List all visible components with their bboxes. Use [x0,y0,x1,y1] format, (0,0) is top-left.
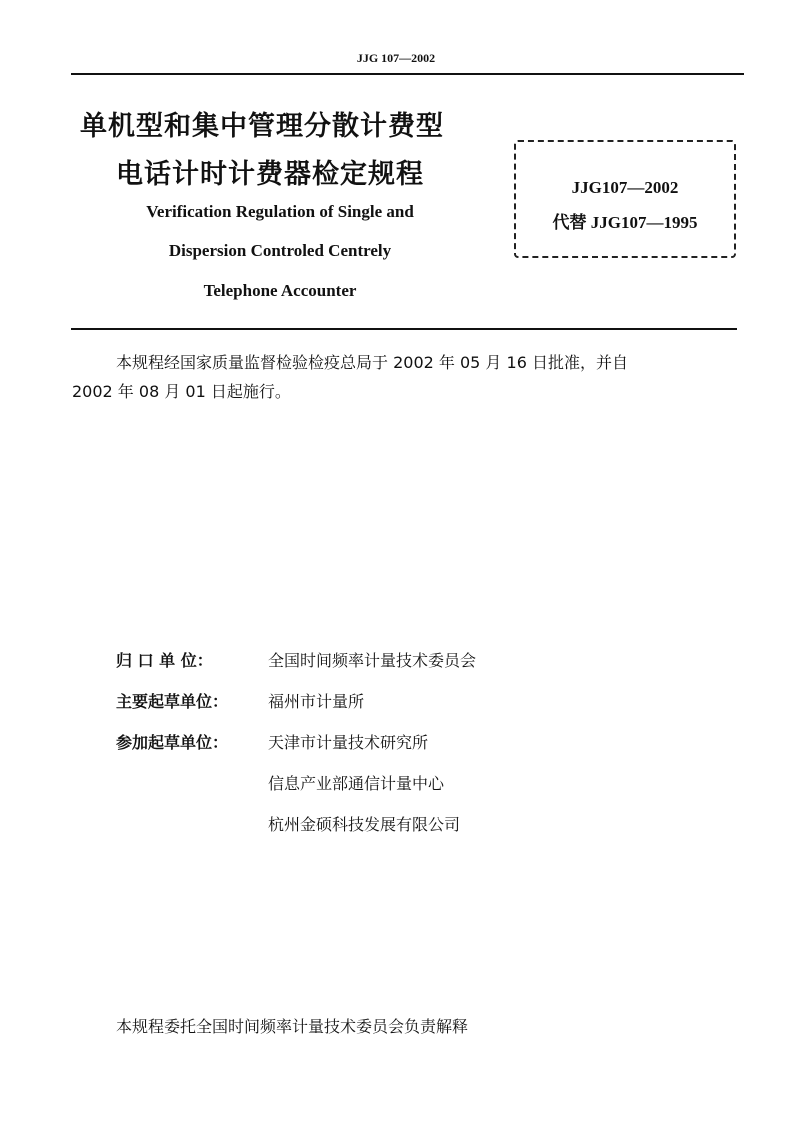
participants-label: 参加起草单位： [116,733,229,752]
participant-unit-1: 天津市计量技术研究所 [268,733,429,752]
main-drafter-value: 福州市计量所 [268,692,365,711]
approval-statement-line-2: 2002 年 08 月 01 日起施行。 [72,382,291,401]
header-divider [71,73,744,75]
title-chinese-line-2: 电话计时计费器检定规程 [116,159,424,190]
main-drafter-label: 主要起草单位： [116,692,229,711]
title-english-line-2: Dispersion Controled Centrely [168,241,392,260]
standard-number-box [514,140,736,258]
participant-unit-2: 信息产业部通信计量中心 [268,774,445,793]
title-divider [71,328,737,330]
title-english-line-3: Telephone Accounter [203,281,357,300]
document-code-header: JJG 107—2002 [356,51,436,65]
owner-unit-value: 全国时间频率计量技术委员会 [268,651,477,670]
title-english-line-1: Verification Regulation of Single and [146,202,414,221]
approval-statement-line-1: 本规程经国家质量监督检验检疫总局于 2002 年 05 月 16 日批准，并自 [116,353,628,372]
interpretation-note: 本规程委托全国时间频率计量技术委员会负责解释 [116,1017,469,1036]
participant-unit-3: 杭州金硕科技发展有限公司 [268,815,461,834]
title-chinese-line-1: 单机型和集中管理分散计费型 [80,111,444,142]
standard-number: JJG107—2002 [571,178,679,197]
replaced-standard: 代替 JJG107—1995 [552,213,698,232]
owner-unit-label: 归 口 单 位： [116,651,213,670]
